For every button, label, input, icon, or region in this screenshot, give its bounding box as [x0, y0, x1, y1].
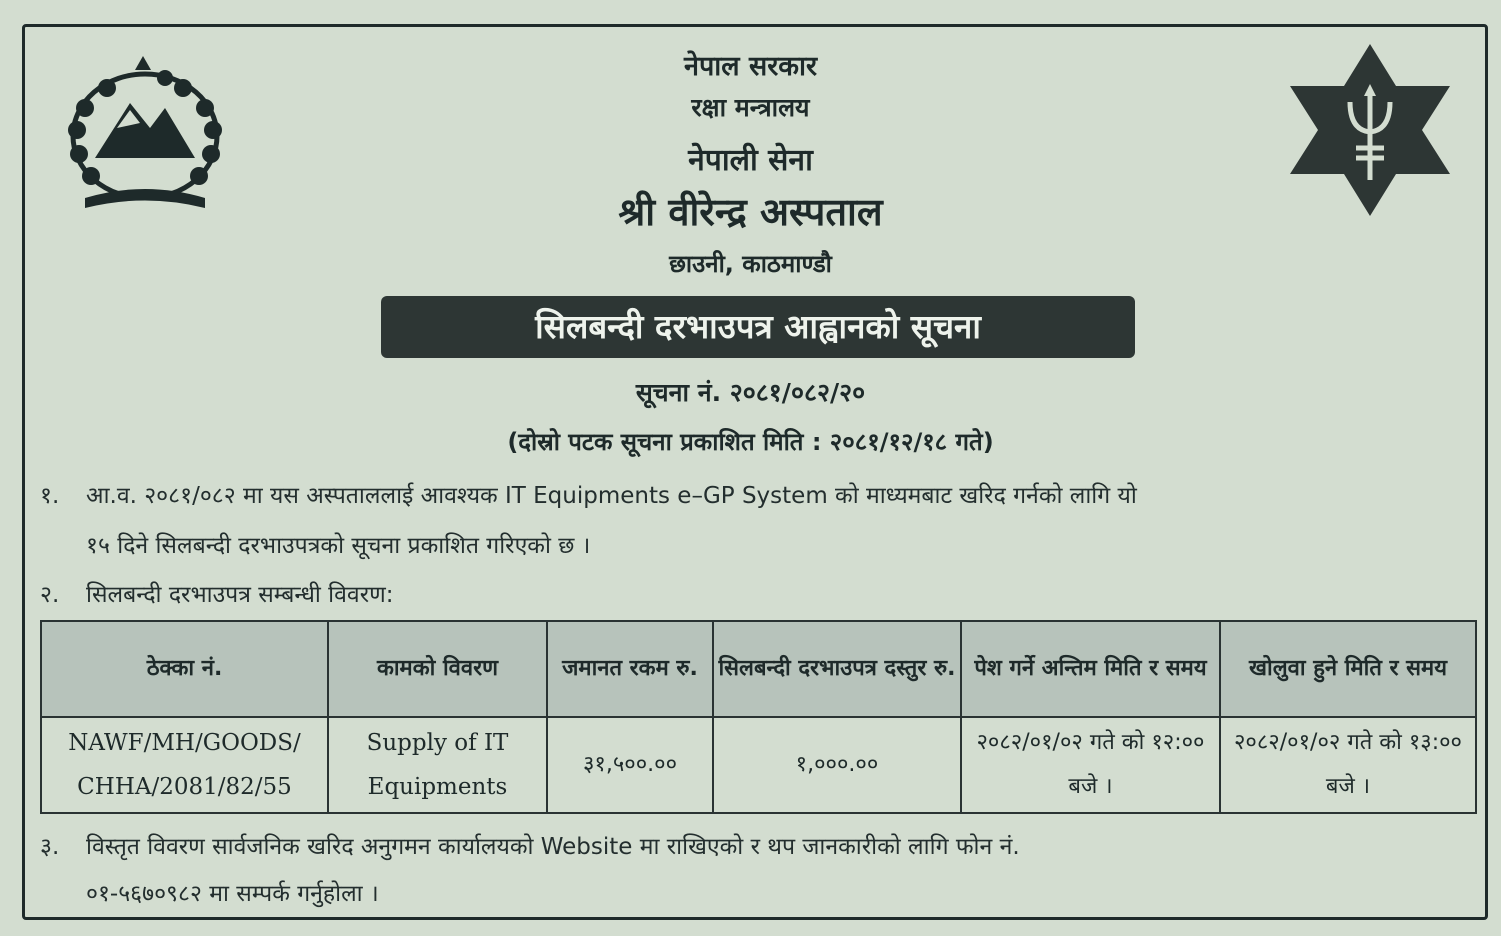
government-title: नेपाल सरकार	[683, 51, 818, 82]
paragraph-1-line-2: १५ दिने सिलबन्दी दरभाउपत्रको सूचना प्रकाशित गरिएको छ ।	[86, 533, 591, 559]
header-opening: खोलुवा हुने मिति र समय	[1220, 621, 1476, 717]
cell-contract-no: NAWF/MH/GOODS/ CHHA/2081/82/55	[41, 717, 328, 813]
hospital-title: श्री वीरेन्द्र अस्पताल	[618, 190, 883, 234]
header-description: कामको विवरण	[328, 621, 547, 717]
bid-details-table	[40, 620, 1477, 814]
paragraph-3-line-1	[40, 829, 1475, 861]
publication-date: (दोस्रो पटक सूचना प्रकाशित मिति : २०८१/१२/१८ गते)	[507, 428, 994, 456]
cell-fee: १,०००.००	[713, 717, 961, 813]
paragraph-1-text: आ.व. २०८१/०८२ मा यस अस्पताललाई आवश्यक IT Equipments e–GP System को माध्यमबाट खरिद गर्नको लागि यो	[86, 483, 1137, 509]
paragraph-1-number: १.	[40, 483, 60, 509]
header-submission: पेश गर्ने अन्तिम मिति र समय	[961, 621, 1220, 717]
header-contract-no: ठेक्का नं.	[41, 621, 328, 717]
paragraph-3-number: ३.	[40, 834, 60, 860]
notice-title-banner: सिलबन्दी दरभाउपत्र आह्वानको सूचना	[381, 296, 1135, 358]
header-fee: सिलबन्दी दरभाउपत्र दस्तुर रु.	[713, 621, 961, 717]
ministry-title: रक्षा मन्त्रालय	[691, 93, 810, 122]
location-text: छाउनी, काठमाण्डौ	[669, 250, 832, 278]
cell-description: Supply of IT Equipments	[328, 717, 547, 813]
army-title: नेपाली सेना	[688, 143, 813, 178]
cell-submission: २०८२/०१/०२ गते को १२:०० बजे ।	[961, 717, 1220, 813]
notice-number: सूचना नं. २०८१/०८२/२०	[635, 378, 866, 407]
header-bid-security: जमानत रकम रु.	[547, 621, 713, 717]
paragraph-2	[40, 577, 1475, 609]
paragraph-2-number: २.	[40, 582, 60, 608]
table-header-row	[41, 621, 1476, 717]
table-row	[41, 717, 1476, 813]
cell-bid-security: ३१,५००.००	[547, 717, 713, 813]
paragraph-3-text: विस्तृत विवरण सार्वजनिक खरिद अनुगमन कार्यालयको Website मा राखिएको र थप जानकारीको लागि फोन नं.	[86, 834, 1020, 860]
paragraph-3-line-2: ०१-५६७०९८२ मा सम्पर्क गर्नुहोला ।	[86, 881, 379, 907]
paragraph-1-line-1	[40, 478, 1475, 510]
paragraph-2-text: सिलबन्दी दरभाउपत्र सम्बन्धी विवरण:	[86, 582, 394, 608]
cell-opening: २०८२/०१/०२ गते को १३:०० बजे ।	[1220, 717, 1476, 813]
